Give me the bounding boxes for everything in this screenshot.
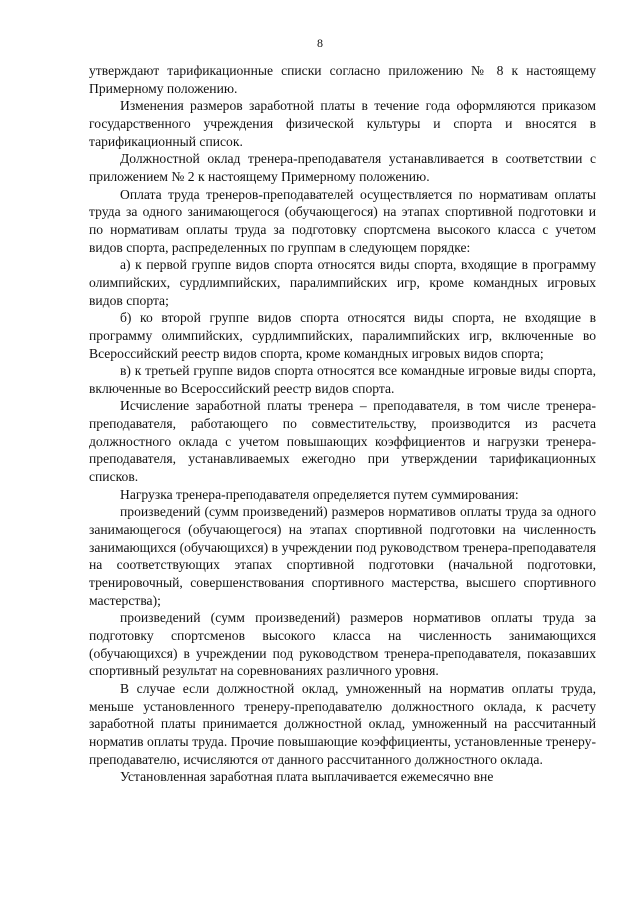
- paragraph: Нагрузка тренера-преподавателя определяется путем суммирования:: [120, 486, 519, 502]
- paragraph: произведений (сумм произведений) размеров нормативов оплаты труда за подготовку спортсменов высокого класса на численность занимающихся (обучающихся) в учреждении под руководством тренера-преподавателя, показавших спортивный результат на соревнованиях различного уровня.: [89, 610, 596, 679]
- paragraph: произведений (сумм произведений) размеров нормативов оплаты труда за одного занимающегося (обучающегося) на этапах спортивной подготовки на численность занимающихся (обучающихся) в учреждении под руководством тренера-преподавателя на соответствующих этапах спортивной подготовки (начальной подготовки, тренировочный, совершенствования спортивного мастерства, высшего спортивного мастерства);: [89, 504, 596, 608]
- paragraph: Установленная заработная плата выплачивается ежемесячно вне: [120, 769, 494, 785]
- page-number: 8: [317, 36, 323, 50]
- paragraph: В случае если должностной оклад, умноженный на норматив оплаты труда, меньше установленного тренеру-преподавателю должностного оклада, к расчету заработной платы принимается должностной оклад, умноженный на рассчитанный норматив оплаты труда. Прочие повышающие коэффициенты, установленные тренеру-преподавателю, исчисляются от данного рассчитанного должностного оклада.: [89, 680, 596, 767]
- paragraph: утверждают тарификационные списки согласно приложению № 8 к настоящему Примерному положению.: [89, 63, 596, 96]
- document-body: [89, 62, 596, 786]
- paragraph: а) к первой группе видов спорта относятся виды спорта, входящие в программу олимпийских, сурдлимпийских, паралимпийских игр, кроме командных игровых видов спорта;: [89, 257, 596, 308]
- paragraph: в) к третьей группе видов спорта относятся все командные игровые виды спорта, включенные во Всероссийский реестр видов спорта.: [89, 363, 596, 396]
- paragraph: Должностной оклад тренера-преподавателя устанавливается в соответствии с приложением № 2 к настоящему Примерному положению.: [89, 151, 596, 184]
- paragraph: Исчисление заработной платы тренера – преподавателя, в том числе тренера-преподавателя, работающего по совместительству, производится из расчета должностного оклада с учетом повышающих коэффициентов и нагрузки тренера-преподавателя, устанавливаемых ежегодно при утверждении тарификационных списков.: [89, 398, 596, 485]
- paragraph: Изменения размеров заработной платы в течение года оформляются приказом государственного учреждения физической культуры и спорта и вносятся в тарификационный список.: [89, 98, 596, 149]
- paragraph: б) ко второй группе видов спорта относятся виды спорта, не входящие в программу олимпийских, сурдлимпийских, паралимпийских игр, включенные во Всероссийский реестр видов спорта, кроме командных игровых видов спорта;: [89, 310, 596, 361]
- paragraph: Оплата труда тренеров-преподавателей осуществляется по нормативам оплаты труда за одного занимающегося (обучающегося) на этапах спортивной подготовки и по нормативам оплаты труда за подготовку спортсмена высокого класса с учетом видов спорта, распределенных по группам в следующем порядке:: [89, 186, 596, 255]
